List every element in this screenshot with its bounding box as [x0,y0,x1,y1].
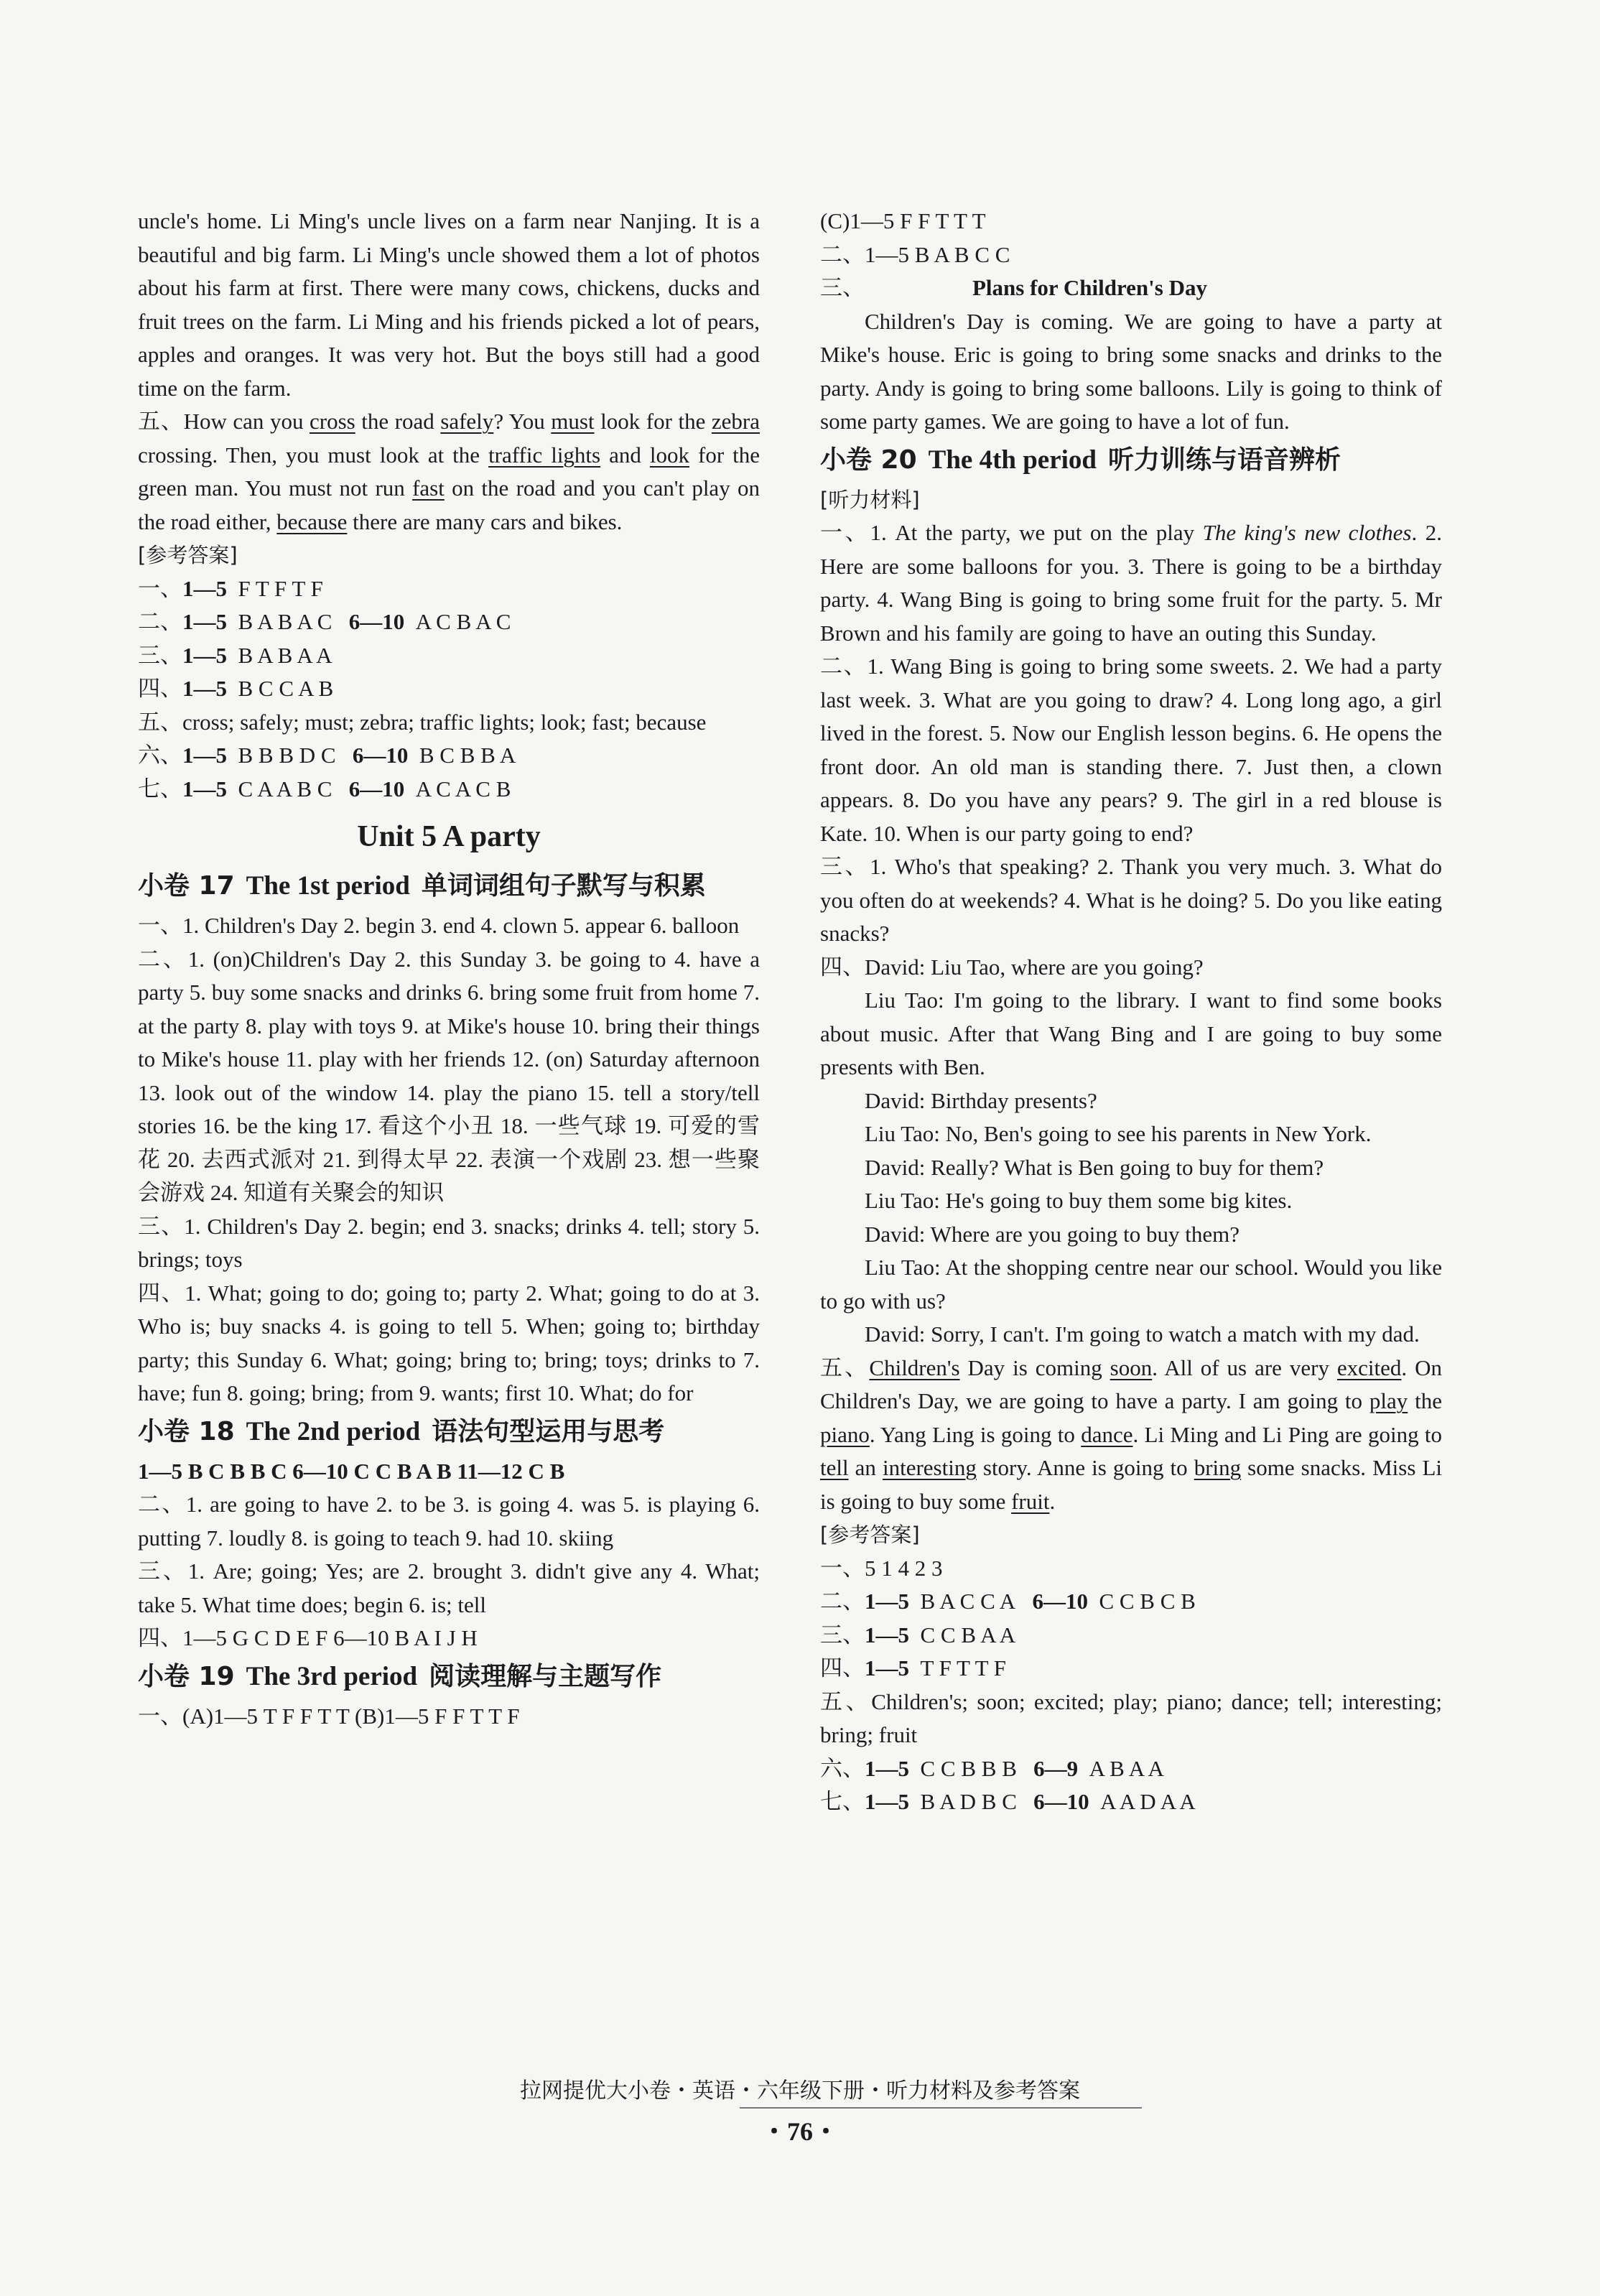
quiz-heading: 小卷 20 The 4th period 听力训练与语音辨析 [820,445,1341,475]
answer-block: 二、1. are going to have 2. to be 3. is going 4. was 5. is playing 6. putting 7. loudly 8. is going to teach 9. had 10. skiing [138,1492,760,1551]
left-column [138,205,760,1733]
answer-block: 三、1. Are; going; Yes; are 2. brought 3. didn't give any 4. What; take 5. What time does; begin 6. is; tell [138,1558,760,1617]
answer-row: 六、1—5 C C B B B 6—9 A B A A [820,1755,1164,1781]
reference-answers-label: [参考答案] [820,1523,920,1547]
listening-material-label: [听力材料] [820,487,920,512]
listening-part: 一、1. At the party, we put on the play The king's new clothes. 2. Here are some balloons for you. 3. There is going to be a birthday party. 4. Wang Bing is going to bring some fruit for the party. 5. Mr Brown and his family are going to have an outing this Sunday. [820,520,1443,646]
cloze-passage: 五、How can you cross the road safely? You must look for the zebra crossing. Then, you must look at the traffic lights and look for the green man. You must not run fast on the road and you can't play on the road either, because there are many cars and bikes. [138,409,761,534]
answer-row: (C)1—5 F F T T T [820,208,986,233]
answer-block: 1—5 B C B B C 6—10 C C B A B 11—12 C B [138,1458,565,1484]
answer-row: 七、1—5 C A A B C 6—10 A C A C B [138,776,511,801]
answer-row: 三、1—5 B A B A A [138,642,332,668]
reference-answers-label: [参考答案] [138,543,238,567]
quiz-heading: 小卷 19 The 3rd period 阅读理解与主题写作 [138,1661,662,1691]
answer-row: 三、1—5 C C B A A [820,1622,1016,1647]
answer-row: 二、1—5 B A B A C 6—10 A C B A C [138,609,511,634]
dialogue-line: David: Really? What is Ben going to buy for them? [865,1154,1324,1180]
answer-row: 七、1—5 B A D B C 6—10 A A D A A [820,1789,1196,1814]
quiz-heading: 小卷 17 The 1st period 单词词组句子默写与积累 [138,871,706,901]
answer-block: 一、(A)1—5 T F F T T (B)1—5 F F T T F [138,1703,520,1729]
writing-title: Plans for Children's Day [972,275,1207,300]
cloze-passage: 五、Children's Day is coming soon. All of us are very excited. On Children's Day, we are going to have a party. I am going to play the piano. Yang Ling is going to dance. Li Ming and Li Ping are going to tell an interesting story. Anne is going to bring some snacks. Miss Li is going to buy some fruit. [820,1354,1443,1514]
passage-continuation: uncle's home. Li Ming's uncle lives on a farm near Nanjing. It is a beautiful and big farm. Li Ming's uncle showed them a lot of photos about his farm at first. There were many cows, chickens, ducks and fruit trees on the farm. Li Ming and his friends picked a lot of pears, apples and oranges. It was very hot. But the boys still had a good time on the farm. [138,208,760,401]
footer-rule [740,2107,1142,2109]
dialogue-line: Liu Tao: I'm going to the library. I want to find some books about music. After that Wang Bing and I are going to buy some presents with Ben. [820,987,1442,1079]
dialogue-line: Liu Tao: No, Ben's going to see his parents in New York. [865,1121,1372,1146]
writing-title-row: 三、 Plans for Children's Day [820,271,1442,305]
answer-row: 四、1—5 T F T T F [820,1655,1006,1681]
answer-row: 五、cross; safely; must; zebra; traffic lights; look; fast; because [138,709,707,735]
answer-row: 二、1—5 B A C C A 6—10 C C B C B [820,1589,1196,1614]
footer-series-title: 拉网提优大小卷・英语・六年级下册・听力材料及参考答案 [520,2078,1080,2104]
answer-block: 三、1. Children's Day 2. begin; end 3. snacks; drinks 4. tell; story 5. brings; toys [138,1213,760,1272]
right-column [820,205,1442,1819]
dialogue-line: David: Where are you going to buy them? [865,1221,1239,1247]
dialogue-line: 四、David: Liu Tao, where are you going? [820,954,1204,980]
answer-block: 二、1. (on)Children's Day 2. this Sunday 3. be going to 4. have a party 5. buy some snacks and drinks 6. bring some fruit from home 7. at the party 8. play with toys 9. at Mike's house 10. bring their things to Mike's house 11. play with her friends 12. (on) Saturday afternoon 13. look out of the window 14. play the piano 15. tell a story/tell stories 16. be the king 17. 看这个小丑 18. 一些气球 19. 可爱的雪花 20. 去西式派对 21. 到得太早 22. 表演一个戏剧 23. 想一些聚会游戏 24. 知道有关聚会的知识 [138,946,760,1205]
answer-block: 一、1. Children's Day 2. begin 3. end 4. clown 5. appear 6. balloon [138,913,740,938]
answer-row: 一、5 1 4 2 3 [820,1555,943,1581]
answer-row: 五、Children's; soon; excited; play; piano; dance; tell; interesting; bring; fruit [820,1688,1442,1747]
answer-row: 二、1—5 B A B C C [820,241,1010,267]
dialogue-line: David: Sorry, I can't. I'm going to watch a match with my dad. [865,1321,1420,1347]
writing-sample: Children's Day is coming. We are going to have a party at Mike's house. Eric is going to bring some snacks and drinks to the party. Andy is going to bring some balloons. Lily is going to think of some party games. We are going to have a lot of fun. [820,308,1442,434]
listening-part: 三、1. Who's that speaking? 2. Thank you very much. 3. What do you often do at weekends? 4. What is he doing? 5. Do you like eating snacks? [820,854,1442,946]
listening-part: 二、1. Wang Bing is going to bring some sweets. 2. We had a party last week. 3. What are you going to draw? 4. Long long ago, a girl lived in the forest. 5. Now our English lesson begins. 6. He opens the front door. An old man is standing there. 7. Just then, a clown appears. 8. Do you have any pears? 9. The girl in a red blouse is Kate. 10. When is our party going to end? [820,654,1442,846]
page-number: ・76・ [761,2117,839,2146]
quiz-heading: 小卷 18 The 2nd period 语法句型运用与思考 [138,1416,665,1446]
answer-row: 四、1—5 B C C A B [138,676,334,701]
unit-title: Unit 5 A party [357,820,541,853]
dialogue-line: David: Birthday presents? [865,1087,1097,1113]
answer-row: 六、1—5 B B B D C 6—10 B C B B A [138,743,516,768]
dialogue-line: Liu Tao: He's going to buy them some big kites. [865,1188,1293,1213]
answer-block: 四、1. What; going to do; going to; party 2. What; going to do at 3. Who is; buy snacks 4. is going to tell 5. When; going to; birthday party; this Sunday 6. What; going; bring to; bring; toys; drinks to 7. have; fun 8. going; bring; from 9. wants; first 10. What; do for [138,1280,760,1405]
dialogue-line: Liu Tao: At the shopping centre near our school. Would you like to go with us? [820,1255,1442,1314]
answer-block: 四、1—5 G C D E F 6—10 B A I J H [138,1625,478,1650]
answer-row: 一、1—5 F T F T F [138,575,323,601]
